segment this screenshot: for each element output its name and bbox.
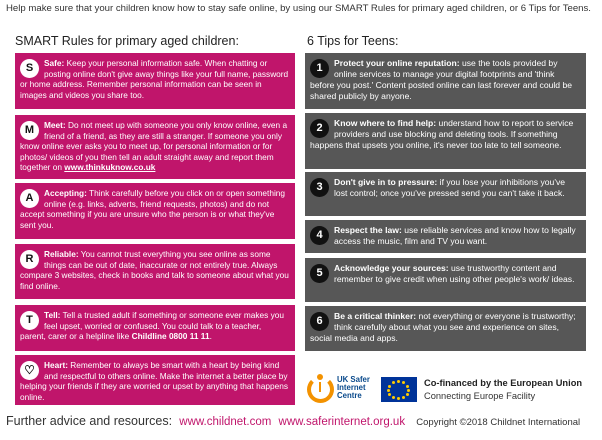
power-dot-icon	[317, 374, 323, 380]
tip-title: Be a critical thinker:	[334, 311, 417, 321]
tip-title: Acknowledge your sources:	[334, 263, 449, 273]
smart-rule-heart	[15, 355, 295, 405]
smart-rule-meet	[15, 115, 295, 179]
smart-rule-accepting	[15, 183, 295, 239]
heart-icon: ♡	[20, 361, 39, 380]
rule-text: Tell a trusted adult if something or someone ever makes you feel upset, worried or confused. You could talk to a teacher, parent, carer or a helpline like	[20, 310, 284, 342]
tip-text: use reliable services and know how to legally access the music, film and TV you want.	[334, 225, 576, 246]
rule-text: You cannot trust everything you see online as some things can be out of date, inaccurate or not entirely true. Always compare 3 websites, check in books and talk to someone about what you find online.	[20, 249, 289, 291]
rule-text: Keep your personal information safe. When chatting or posting online don't give away things like your full name, password or home address. Remember personal information can be seen in images and videos you share too.	[20, 58, 289, 100]
funding-logos	[306, 374, 594, 408]
rule-title: Heart:	[44, 360, 68, 370]
uk-safer-internet-centre-logo	[306, 374, 381, 408]
saferinternet-link[interactable]: www.saferinternet.org.uk	[278, 416, 406, 428]
rule-title: Meet:	[44, 120, 66, 130]
tip-text: use trustworthy content and remember to give credit when using other people's work/ ideas.	[334, 263, 575, 284]
badge-5: 5	[310, 264, 329, 283]
smart-rules-heading: SMART Rules for primary aged children:	[15, 34, 239, 48]
badge-r: R	[20, 250, 39, 269]
badge-t: T	[20, 311, 39, 330]
footer	[6, 414, 580, 428]
teen-tips-heading: 6 Tips for Teens:	[307, 34, 399, 48]
badge-a: A	[20, 189, 39, 208]
tip-title: Respect the law:	[334, 225, 402, 235]
teen-tip-1	[305, 53, 586, 109]
tip-text: if you lose your inhibitions you've lost control; once you've pressed send you can't take it back.	[334, 177, 566, 198]
thinkuknow-link[interactable]: www.thinkuknow.co.uk	[64, 162, 156, 173]
tip-text: use the tools provided by online services to manage your digital footprints and 'think before you post.' Content posted online can last forever and could be shared publicly by anyone.	[310, 58, 573, 101]
badge-m: M	[20, 121, 39, 140]
rule-title: Safe:	[44, 58, 65, 68]
teen-tip-6	[305, 306, 586, 351]
badge-4: 4	[310, 226, 329, 245]
eu-cofinance-text	[424, 377, 594, 403]
uk-centre-name: UK Safer Internet Centre	[337, 375, 370, 401]
teen-tip-3	[305, 172, 586, 216]
teen-tip-4	[305, 220, 586, 253]
rule-text: Remember to always be smart with a heart by being kind and respectful to others online. Make the internet a better place by helping your friends if they are worried or upset by anything that happens online.	[20, 360, 288, 402]
badge-s: S	[20, 59, 39, 78]
smart-rule-safe	[15, 53, 295, 109]
tip-text: not everything or everyone is trustworthy; think carefully about what you see and experience on sites, social media and apps.	[310, 311, 576, 343]
tip-title: Don't give in to pressure:	[334, 177, 438, 187]
intro-text: Help make sure that your children know how to stay safe online, by using our SMART Rules for primary aged children, or 6 Tips for Teens.	[6, 3, 591, 14]
rule-title: Reliable:	[44, 249, 79, 259]
power-bar-icon	[319, 382, 321, 392]
footer-label: Further advice and resources:	[6, 414, 173, 428]
tip-title: Know where to find help:	[334, 118, 437, 128]
rule-tail: .	[209, 331, 212, 342]
childnet-link[interactable]: www.childnet.com	[179, 416, 272, 428]
teen-tip-5	[305, 258, 586, 302]
rule-title: Tell:	[44, 310, 61, 320]
badge-1: 1	[310, 59, 329, 78]
teen-tip-2	[305, 113, 586, 169]
rule-text: Do not meet up with someone you only know online, even a friend of a friend, as they are still a stranger. If someone you only know online ever asks you to meet up, for personal information or for photos/ videos of you then tell an adult straight away and report them together on	[20, 120, 288, 173]
smart-rule-tell	[15, 305, 295, 351]
eu-line-2: Connecting Europe Facility	[424, 391, 536, 401]
rule-text: Think carefully before you click on or open something online (e.g. links, adverts, friend requests, photos) and do not accept something if you are unsure who the person is or what they've sent you.	[20, 188, 286, 230]
badge-3: 3	[310, 178, 329, 197]
tip-title: Protect your online reputation:	[334, 58, 460, 68]
tip-text: understand how to report to service providers and use blocking and deleting tools. If something happens that upsets you online, it's never too late to tell someone.	[310, 118, 574, 150]
eu-line-1: Co-financed by the European Union	[424, 378, 583, 388]
copyright-text: Copyright ©2018 Childnet International	[416, 417, 581, 428]
smart-rule-reliable	[15, 244, 295, 299]
badge-6: 6	[310, 312, 329, 331]
eu-flag-icon	[381, 377, 417, 402]
badge-2: 2	[310, 119, 329, 138]
childline-number: Childline 0800 11 11	[131, 331, 210, 342]
rule-title: Accepting:	[44, 188, 87, 198]
